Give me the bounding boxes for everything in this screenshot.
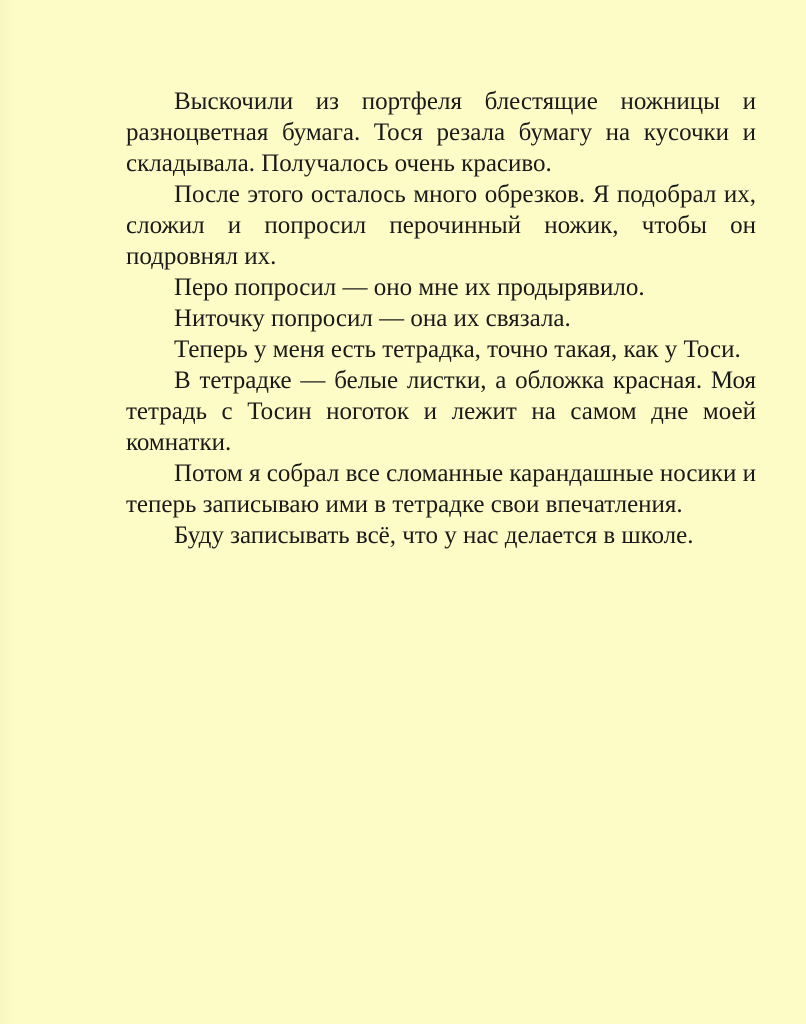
page-left-edge <box>0 0 14 1024</box>
paragraph-5: Теперь у меня есть тетрадка, точно такая, как у Тоси. <box>174 336 741 363</box>
paragraph-3: Перо попросил — оно мне их продырявило. <box>174 274 645 301</box>
page-text-block <box>126 86 756 551</box>
paragraph-8: Буду записывать всё, что у нас делается в школе. <box>174 522 694 549</box>
paragraph-1: Выскочили из портфеля блестящие ножницы и разноцветная бумага. Тося резала бумагу на кусочки и складывала. Получалось очень красиво. <box>126 88 756 177</box>
paragraph-4: Ниточку попросил — она их связала. <box>174 305 571 332</box>
paragraph-6: В тетрадке — белые листки, а обложка красная. Моя тетрадь с Тосин ноготок и лежит на самом дне моей комнатки. <box>126 367 756 456</box>
paragraph-2: После этого осталось много обрезков. Я подобрал их, сложил и попросил перочинный ножик, чтобы он подровнял их. <box>126 181 756 270</box>
paragraph-7: Потом я собрал все сломанные карандашные носики и теперь записываю ими в тетрадке свои впечатления. <box>126 460 756 518</box>
